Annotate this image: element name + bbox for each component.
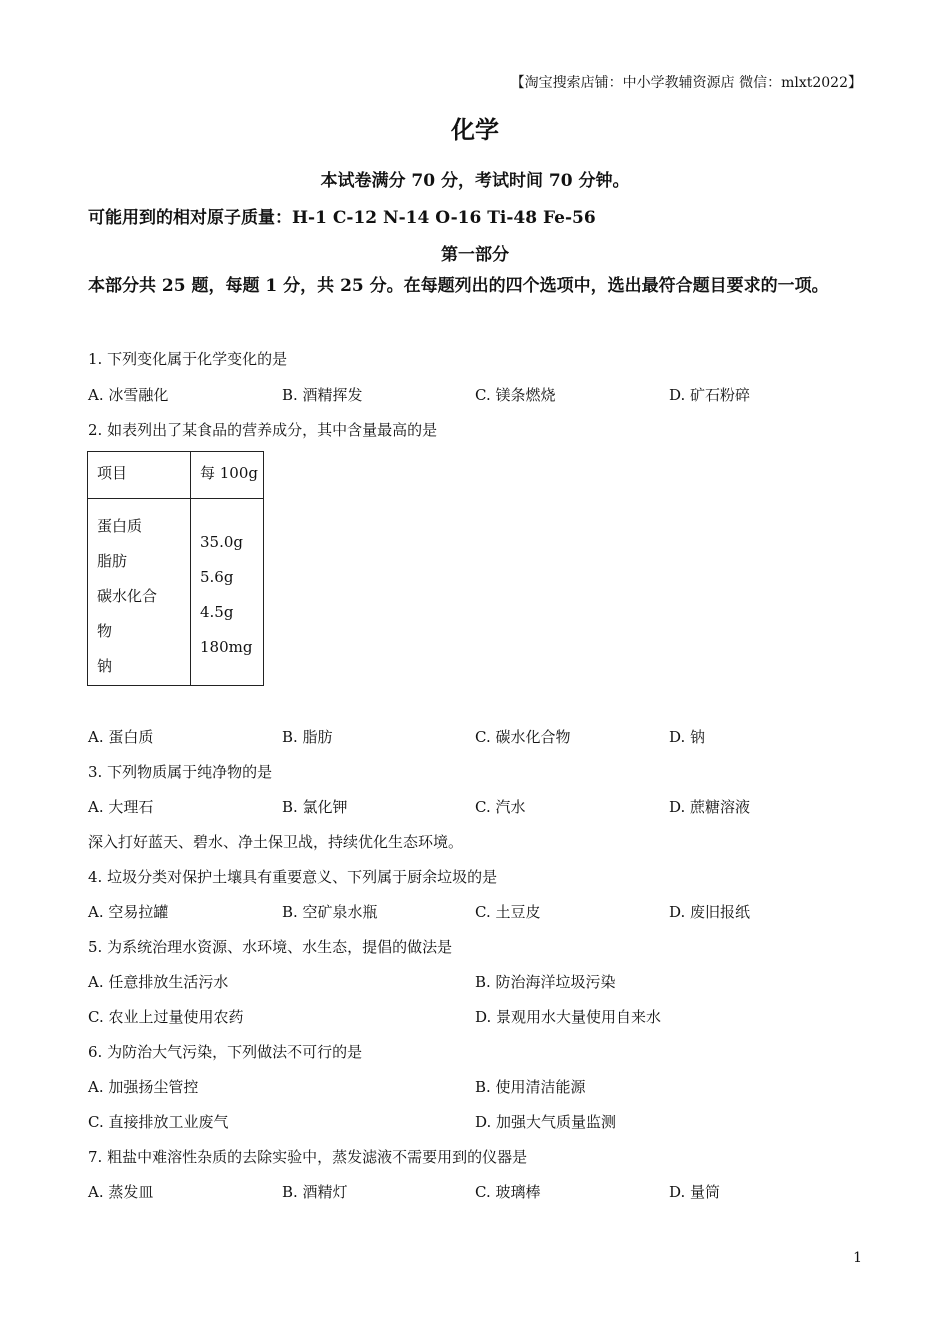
option: B. 空矿泉水瓶 [282, 903, 378, 921]
table-value: 35.0g [200, 533, 244, 551]
option: A. 大理石 [88, 798, 154, 816]
option: A. 空易拉罐 [88, 903, 169, 921]
option: C. 农业上过量使用农药 [88, 1008, 244, 1026]
question-stem: 3. 下列物质属于纯净物的是 [88, 763, 273, 781]
option: C. 镁条燃烧 [475, 386, 556, 404]
table-item: 蛋白质 [97, 517, 143, 535]
option: B. 氯化钾 [282, 798, 348, 816]
option: D. 钠 [669, 728, 706, 746]
option: A. 蛋白质 [88, 728, 154, 746]
question-stem: 7. 粗盐中难溶性杂质的去除实验中，蒸发滤液不需要用到的仪器是 [88, 1148, 528, 1166]
section-intro: 深入打好蓝天、碧水、净土保卫战，持续优化生态环境。 [88, 833, 464, 851]
option: A. 蒸发皿 [88, 1183, 154, 1201]
page-number: 1 [853, 1250, 862, 1266]
option: B. 防治海洋垃圾污染 [475, 973, 616, 991]
table-value: 5.6g [200, 568, 234, 586]
option: D. 景观用水大量使用自来水 [475, 1008, 662, 1026]
option: B. 使用清洁能源 [475, 1078, 586, 1096]
option: D. 蔗糖溶液 [669, 798, 751, 816]
section-instructions: 本部分共 25 题，每题 1 分，共 25 分。在每题列出的四个选项中，选出最符合题目要求的一项。 [88, 276, 829, 296]
table-value: 180mg [200, 638, 253, 656]
option: A. 冰雪融化 [88, 386, 169, 404]
option: A. 加强扬尘管控 [88, 1078, 199, 1096]
option: D. 量筒 [669, 1183, 721, 1201]
source-header: 【淘宝搜索店铺：中小学教辅资源店 微信：mlxt2022】 [510, 75, 862, 91]
option: C. 直接排放工业废气 [88, 1113, 229, 1131]
page-title: 化学 [451, 115, 499, 144]
option: B. 酒精灯 [282, 1183, 348, 1201]
option: C. 土豆皮 [475, 903, 541, 921]
table-item: 脂肪 [97, 552, 128, 570]
table-header-cell: 每 100g [191, 452, 264, 499]
table-header-cell: 项目 [88, 452, 191, 499]
option: D. 废旧报纸 [669, 903, 751, 921]
option: D. 加强大气质量监测 [475, 1113, 617, 1131]
question-stem: 6. 为防治大气污染，下列做法不可行的是 [88, 1043, 363, 1061]
question-stem: 5. 为系统治理水资源、水环境、水生态，提倡的做法是 [88, 938, 453, 956]
question-stem: 4. 垃圾分类对保护土壤具有重要意义、下列属于厨余垃圾的是 [88, 868, 498, 886]
question-stem: 1. 下列变化属于化学变化的是 [88, 350, 288, 368]
option: B. 脂肪 [282, 728, 333, 746]
table-item: 钠 [97, 657, 113, 675]
table-items-cell [88, 499, 191, 686]
exam-info: 本试卷满分 70 分，考试时间 70 分钟。 [320, 171, 630, 191]
option: B. 酒精挥发 [282, 386, 363, 404]
table-item: 物 [97, 622, 113, 640]
option: C. 碳水化合物 [475, 728, 571, 746]
table-values-cell [191, 499, 264, 686]
table-item: 碳水化合 [97, 587, 158, 605]
option: A. 任意排放生活污水 [88, 973, 229, 991]
option: C. 汽水 [475, 798, 526, 816]
option: D. 矿石粉碎 [669, 386, 751, 404]
option: C. 玻璃棒 [475, 1183, 541, 1201]
question-stem: 2. 如表列出了某食品的营养成分，其中含量最高的是 [88, 421, 438, 439]
part-title: 第一部分 [441, 245, 509, 265]
table-value: 4.5g [200, 603, 234, 621]
atomic-masses: 可能用到的相对原子质量：H-1 C-12 N-14 O-16 Ti-48 Fe-56 [88, 208, 596, 228]
nutrition-table [87, 451, 264, 686]
